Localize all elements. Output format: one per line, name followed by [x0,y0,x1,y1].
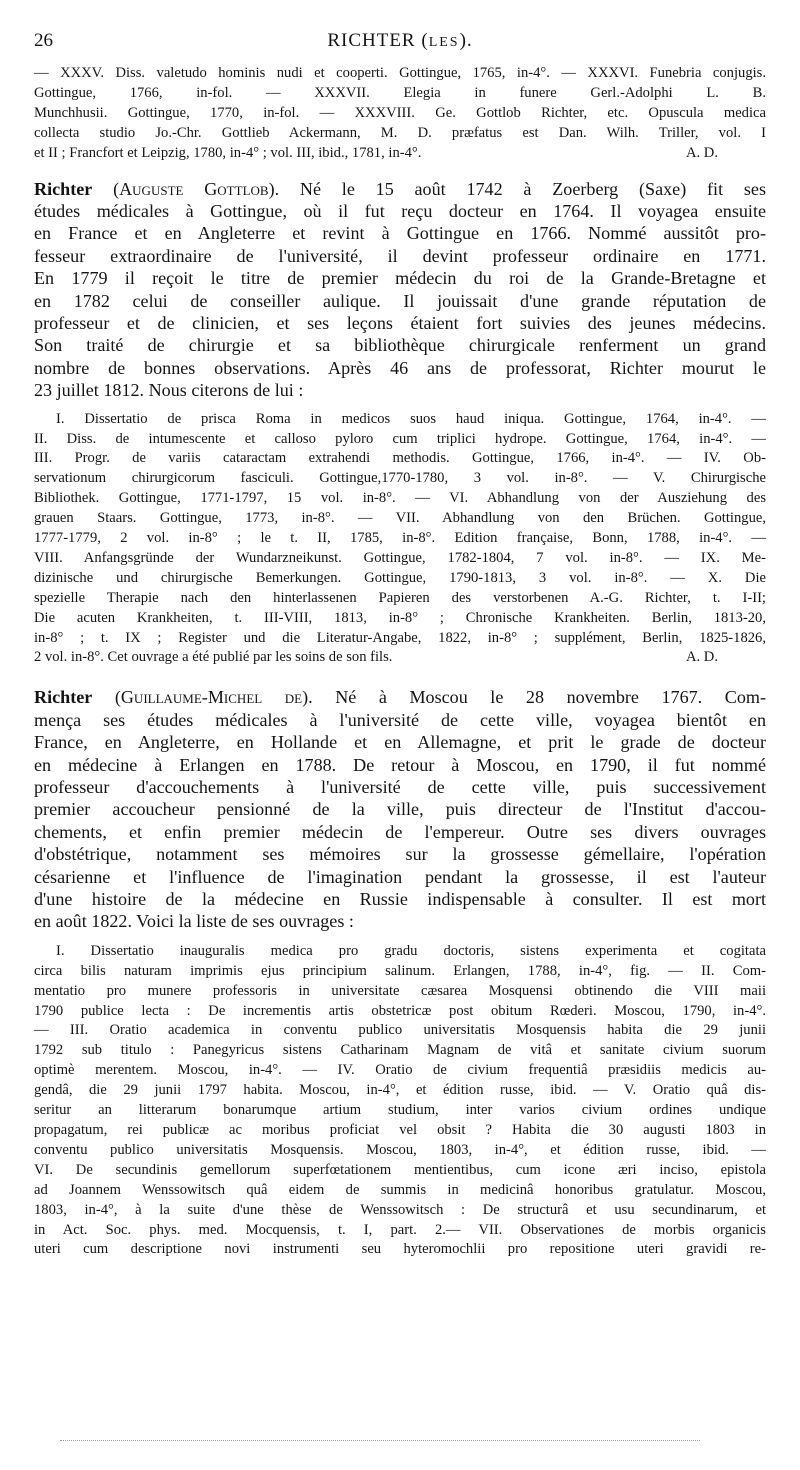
bibliography-line: spezielle Therapie nach den hinterlassenen Papieren des verstorbenen A.-G. Richter, t. I-II; [34,589,766,606]
entry-heading-line [34,686,766,708]
entry-continued-bibliography [34,64,766,164]
bibliography-line: mentatio pro munere professoris in universitate cæsarea Mosquensi obtinendo die VIII maii [34,982,766,999]
text-line: en août 1822. Voici la liste de ses ouvrages : [34,911,354,932]
text-line: France, en Angleterre, en Hollande et en Allemagne, et prit le grade de docteur [34,732,766,753]
bibliography-line: optimè merentem. Moscou, in-4°. — IV. Oratio de civium frequentiâ præsidiis medicis au- [34,1062,766,1079]
bibliography-line: I. Dissertatio de prisca Roma in medicos suos haud iniqua. Gottingue, 1764, in-4°. — [56,410,766,427]
bibliography-line: servationum chirurgicorum fasciculi. Gottingue,1770-1780, 3 vol. in-8°. — V. Chirurgische [34,470,766,487]
text-segment: et II ; Francfort et Leipzig, 1780, in-4° ; vol. III, ibid., 1781, in-4°. [34,144,422,161]
text-line: d'une histoire de la médecine en Russie indispensable à consulter. Il est mort [34,889,766,910]
bibliography-line: uteri cum descriptione novi instrumenti seu hyteromochlii pro repositione uteri gravidi re- [34,1241,766,1258]
bibliography-line: seritur an litterarum bonarumque artium studium, inter varios civium ordines undique [34,1102,766,1119]
bibliography-line: conventu publico universitatis Mosquensis. Moscou, 1803, in-4°, et édition russe, ibid. — [34,1141,766,1158]
page-header [34,30,766,54]
bibliography-line: grauen Staars. Gottingue, 1773, in-8°. — VII. Abhandlung von den Brüchen. Gottingue, [34,510,766,527]
bibliography-line: dizinische und chirurgische Bemerkungen. Gottingue, 1790-1813, 3 vol. in-8°. — X. Die [34,569,766,586]
bibliography-line: in-8° ; t. IX ; Register und die Literatur-Angabe, 1822, in-8° ; supplément, Berlin, 1825-1826, [34,629,766,646]
text-line: premier accoucheur pensionné de la ville, puis directeur de l'Institut d'accou- [34,799,766,820]
text-line: — XXXV. Diss. valetudo hominis nudi et cooperti. Gottingue, 1765, in-4°. — XXXVI. Funebria conjugis. [34,65,766,81]
entry-auguste-gottlob [34,178,766,402]
bibliography-line: propagatum, rei publicæ ac moribus proficiat vel obsit ? Habita die 30 augusti 1803 in [34,1122,766,1138]
bibliography-line: 1803, in-4°, à la suite d'une thèse de Wenssowitsch : De structurâ et usu secundinarum, et [34,1201,766,1218]
bibliography-line: ad Joannem Wenssowitsch quâ eidem de summis in medicinâ honoribus gratulatur. Moscou, [34,1181,766,1198]
entry-guillaume-michel [34,686,766,932]
text-line: professeur d'accouchements à l'université de cette ville, puis successivement [34,777,766,797]
bibliography-line: — III. Oratio academica in conventu publico universitatis Mosquensis habita die 29 junii [34,1022,766,1039]
text-line: 23 juillet 1812. Nous citerons de lui : [34,380,304,401]
text-line [34,144,766,164]
bibliography-line: in Act. Soc. phys. med. Mocquensis, t. I, part. 2.— VII. Observationes de morbis organicis [34,1221,766,1238]
running-title-name: RICHTER [327,30,416,51]
bibliography-line: VIII. Anfangsgründe der Wundarzneikunst. Gottingue, 1782-1804, 7 vol. in-8°. — IX. Me- [34,549,766,566]
text-line: Gottingue, 1766, in-fol. — XXXVII. Elegia in funere Gerl.-Adolphi L. B. [34,84,766,101]
entry-given-names: (Auguste Gottlob). [113,178,280,199]
bibliography-line: II. Diss. de intumescente et calloso pyloro cum triplici hydrope. Gottingue, 1764, in-4°. — [34,430,766,447]
text-line: en France et en Angleterre et revint à Gottingue en 1766. Nommé aussitôt pro- [34,223,766,244]
text-line: d'obstétrique, notamment ses mémoires sur la grossesse gémellaire, l'opération [34,844,766,865]
bibliography-line: VI. De secundinis gemellorum superfœtationem mentientibus, cum icone æri inciso, epistola [34,1161,766,1178]
text-segment: 2 vol. in-8°. Cet ouvrage a été publié par les soins de son fils. [34,649,393,666]
entry-name: Richter [34,178,93,199]
text-line: nombre de bonnes observations. Après 46 ans de professorat, Richter mourut le [34,357,766,378]
entry-given-names: (Guillaume-Michel de). [114,687,313,708]
text-line: fesseur extraordinaire de l'université, il devint professeur ordinaire en 1771. [34,245,766,266]
author-signature: A. D. [685,649,718,666]
text-line: En 1779 il reçoit le titre de premier médecin du roi de la Grande-Bretagne et [34,268,766,289]
page-body [34,64,766,1260]
text-line: en 1782 celui de conseiller aulique. Il jouissait d'une grande réputation de [34,290,766,311]
text-line: collecta studio Jo.-Chr. Gottlieb Ackermann, M. D. præfatus est Dan. Wilh. Triller, vol. I [34,124,766,141]
bibliography-line: III. Progr. de variis cataractam extrahendi methodis. Gottingue, 1766, in-4°. — IV. Ob- [34,450,766,467]
bibliography-line: 1777-1779, 2 vol. in-8° ; le t. II, 1785, in-8°. Edition française, Bonn, 1788, in-4°. — [34,530,766,547]
text-segment: Né à Moscou le 28 novembre 1767. Com- [335,687,766,708]
page-number: 26 [34,30,53,51]
text-line: mença ses études médicales à l'université de cette ville, voyagea bientôt en [34,709,766,730]
bibliography-line [34,648,766,668]
text-line: études médicales à Gottingue, où il fut reçu docteur en 1764. Il voyagea ensuite [34,200,766,221]
text-segment: Né le 15 août 1742 à Zoerberg (Saxe) fit ses [299,178,767,199]
bibliography-line: Bibliothek. Gottingue, 1771-1797, 15 vol. in-8°. — VI. Abhandlung von der Ausziehung des [34,490,766,507]
entry-guillaume-michel-works [34,942,766,1261]
bibliography-line: 1792 sub titulo : Panegyricus sistens Catharinam Magnam de vitâ et sanitate civium suorum [34,1042,766,1059]
bibliography-line: I. Dissertatio inauguralis medica pro gradu doctoris, sistens experimenta et cogitata [56,942,766,959]
entry-auguste-gottlob-works [34,410,766,669]
text-line: Son traité de chirurgie et sa bibliothèque chirurgicale renferment un grand [34,335,766,356]
text-line: professeur et de clinicien, et ses leçons étaient fort suivies des jeunes médecins. [34,312,766,333]
author-signature: A. D. [685,144,718,161]
entry-heading-line [34,178,766,200]
entry-name: Richter [34,687,93,708]
bibliography-line: circa bilis naturam imprimis ejus principium salinum. Erlangen, 1788, in-4°, fig. — II. Com- [34,962,766,979]
text-line: césarienne et l'influence de l'imagination pendant la grossesse, il est l'auteur [34,866,766,887]
bibliography-line: gendâ, die 29 junii 1797 habita. Moscou, in-4°, et édition russe, ibid. — V. Oratio quâ dis- [34,1082,766,1099]
running-title: RICHTER (LES). [327,30,473,51]
text-line: en médecine à Erlangen en 1788. De retour à Moscou, en 1790, il fut nommé [34,754,766,775]
bibliography-line: 1790 publice lecta : De incrementis artis obstetricæ post obitum Rœderi. Moscou, 1790, in-4°. [34,1002,766,1019]
footer-divider [60,1440,700,1441]
text-line: Munchhusii. Gottingue, 1770, in-fol. — XXXVIII. Ge. Gottlob Richter, etc. Opuscula medica [34,104,766,121]
bibliography-line: Die acuten Krankheiten, t. III-VIII, 1813, in-8° ; Chronische Krankheiten. Berlin, 1813-20, [34,609,766,626]
text-line: chements, et enfin premier médecin de l'empereur. Outre ses divers ouvrages [34,821,766,842]
running-title-suffix: LES [428,35,460,50]
